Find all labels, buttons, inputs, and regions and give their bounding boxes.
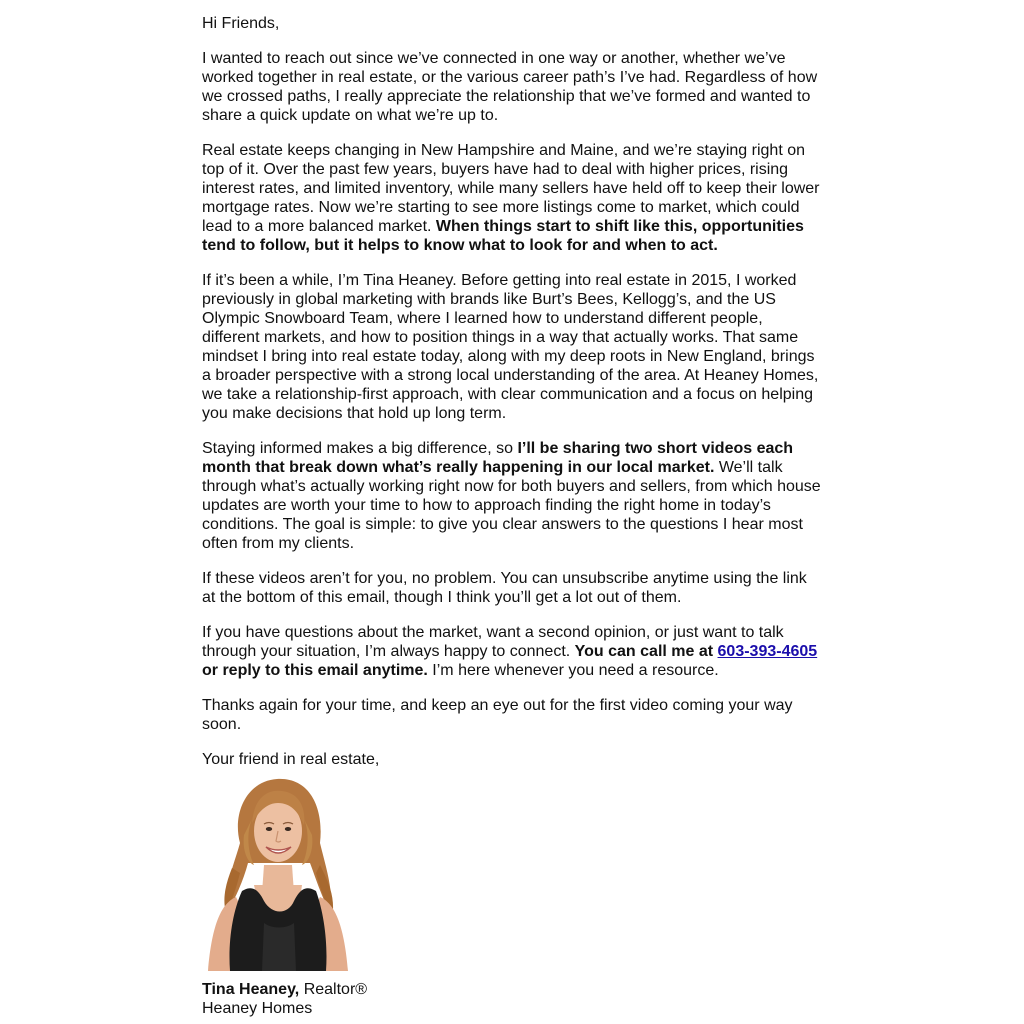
contact-text-a: If you have questions about the market, want a second opinion, or just want to talk through your situation, I’m always happy to connect.: [202, 624, 784, 660]
market-bold-text: When things start to shift like this, opportunities tend to follow, but it helps to know what to look for and when to act.: [202, 218, 804, 254]
intro-paragraph: I wanted to reach out since we’ve connected in one way or another, whether we’ve worked together in real estate, or the various career path’s I’ve had. Regardless of how we crossed paths, I really appreciate the relationship that we’ve formed and wanted to share a quick update on what we’re up to.: [202, 50, 818, 124]
market-text: Real estate keeps changing in New Hampshire and Maine, and we’re staying right on top of it. Over the past few years, buyers have had to deal with higher prices, rising interest rates, and limited inventory, while many sellers have held off to keep their lower mortgage rates. Now we’re starting to see more listings come to market, which could lead to a more balanced market.: [202, 142, 820, 235]
signature-company: Heaney Homes: [202, 1000, 313, 1017]
contact-paragraph: [202, 623, 824, 680]
signature-name: Tina Heaney,: [202, 981, 300, 998]
signature-title: Realtor®: [303, 981, 368, 998]
unsubscribe-paragraph: If these videos aren’t for you, no problem. You can unsubscribe anytime using the link at the bottom of this email, though I think you’ll get a lot out of them.: [202, 570, 807, 606]
signature-line: [202, 980, 824, 999]
about-paragraph: If it’s been a while, I’m Tina Heaney. Before getting into real estate in 2015, I worked previously in global marketing with brands like Burt’s Bees, Kellogg’s, and the US Olympic Snowboard Team, where I learned how to understand different people, different markets, and how to position things in a way that actually works. That same mindset I bring into real estate today, along with my deep roots in New England, brings a broader perspective with a strong local understanding of the area. At Heaney Homes, we take a relationship-first approach, with clear communication and a focus on helping you make decisions that hold up long term.: [202, 272, 819, 422]
greeting: Hi Friends,: [202, 15, 280, 32]
market-paragraph: [202, 141, 824, 255]
videos-bold-text: I’ll be sharing two short videos each month that break down what’s really happening in our local market.: [202, 440, 794, 476]
signature-block: [202, 980, 824, 1018]
headshot-photo: [202, 773, 352, 971]
email-body: [202, 14, 824, 1018]
phone-link[interactable]: 603-393-4605: [717, 643, 818, 660]
contact-bold-b: or reply to this email anytime.: [202, 662, 428, 679]
contact-bold-a: You can call me at: [574, 643, 714, 660]
videos-paragraph: [202, 439, 824, 553]
closing-line: Your friend in real estate,: [202, 751, 380, 768]
videos-text-b: We’ll talk through what’s actually working right now for both buyers and sellers, from which house updates are worth your time to how to approach finding the right home in today’s conditions. The goal is simple: to give you clear answers to the questions I hear most often from my clients.: [202, 459, 821, 552]
contact-text-b: I’m here whenever you need a resource.: [432, 662, 719, 679]
thanks-paragraph: Thanks again for your time, and keep an eye out for the first video coming your way soon.: [202, 697, 793, 733]
videos-text-a: Staying informed makes a big difference, so: [202, 440, 513, 457]
